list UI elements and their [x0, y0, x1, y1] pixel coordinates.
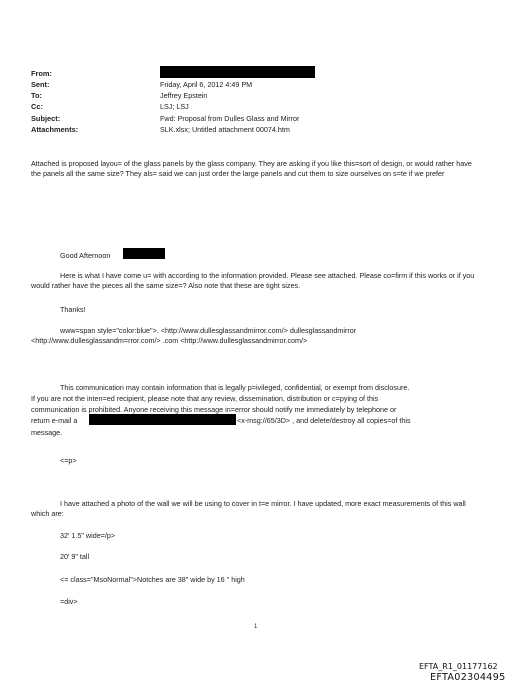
forwarded-paragraph: Here is what I have come u= with according to the information provided. Please see attached. Please co=firm if this works or if you would rather have the pieces all the same size=? Also note that these are tight sizes. — [31, 271, 475, 290]
sent-value: Friday, April 6, 2012 4:49 PM — [160, 80, 253, 89]
notches-text: <= class="MsoNormal">Notches are 38" wide by 16 " high — [60, 575, 245, 584]
redaction-from — [160, 66, 315, 78]
confidential-line-4b: <x-msg://65/3D> , and delete/destroy all copies=of this — [237, 416, 411, 425]
redaction-email — [89, 414, 236, 425]
div-tag-text: =div> — [60, 597, 78, 606]
subject-value: Fwd: Proposal from Dulles Glass and Mirror — [160, 114, 300, 123]
redaction-greeting — [123, 248, 165, 259]
from-label: From: — [31, 69, 52, 78]
links-paragraph: www=span style="color:blue">. <http://www.dullesglassandmirror.com/> dullesglassandmirror <http://www.dullesglassandm=rror.com/> .com <http://www.dullesglassandmirror.com/> — [31, 326, 357, 345]
to-label: To: — [31, 91, 42, 100]
subject-label: Subject: — [31, 114, 61, 123]
bates-number-1: EFTA_R1_01177162 — [419, 662, 498, 671]
height-measurement: 20' 9" tall — [60, 552, 90, 561]
confidential-line-5: message. — [31, 428, 63, 437]
cc-value: LSJ; LSJ — [160, 102, 189, 111]
greeting: Good Afternoon — [60, 251, 111, 260]
cc-label: Cc: — [31, 102, 43, 111]
to-value: Jeffrey Epstein — [160, 91, 208, 100]
sent-label: Sent: — [31, 80, 50, 89]
page-number: 1 — [254, 624, 258, 630]
confidential-line-1: This communication may contain information that is legally p=ivileged, confidential, or exempt from disclosure. — [60, 383, 410, 392]
confidential-line-3: communication is prohibited. Anyone receiving this message in=error should notify me immediately by telephone or — [31, 405, 397, 414]
intro-paragraph: Attached is proposed layou= of the glass panels by the glass company. They are asking if you like this=sort of design, or would rather have the panels all the same size? They als= said we can just order the large panels and cut them to size ourselves on s=te if we prefer — [31, 159, 472, 178]
bates-number-2: EFTA02304495 — [430, 672, 506, 683]
confidential-line-4a: return e-mail a — [31, 416, 78, 425]
thanks-text: Thanks! — [60, 305, 86, 314]
confidential-line-2: If you are not the inten=ed recipient, please note that any review, dissemination, distribution or c=pying of this — [31, 394, 379, 403]
attachments-value: SLK.xlsx; Untitled attachment 00074.htm — [160, 125, 290, 134]
width-measurement: 32' 1.5" wide=/p> — [60, 531, 116, 540]
attachments-label: Attachments: — [31, 125, 79, 134]
p-tag-text: <=p> — [60, 456, 77, 465]
photo-paragraph: I have attached a photo of the wall we will be using to cover in t=e mirror. I have updated, more exact measurements of this wall which are: — [31, 499, 466, 518]
